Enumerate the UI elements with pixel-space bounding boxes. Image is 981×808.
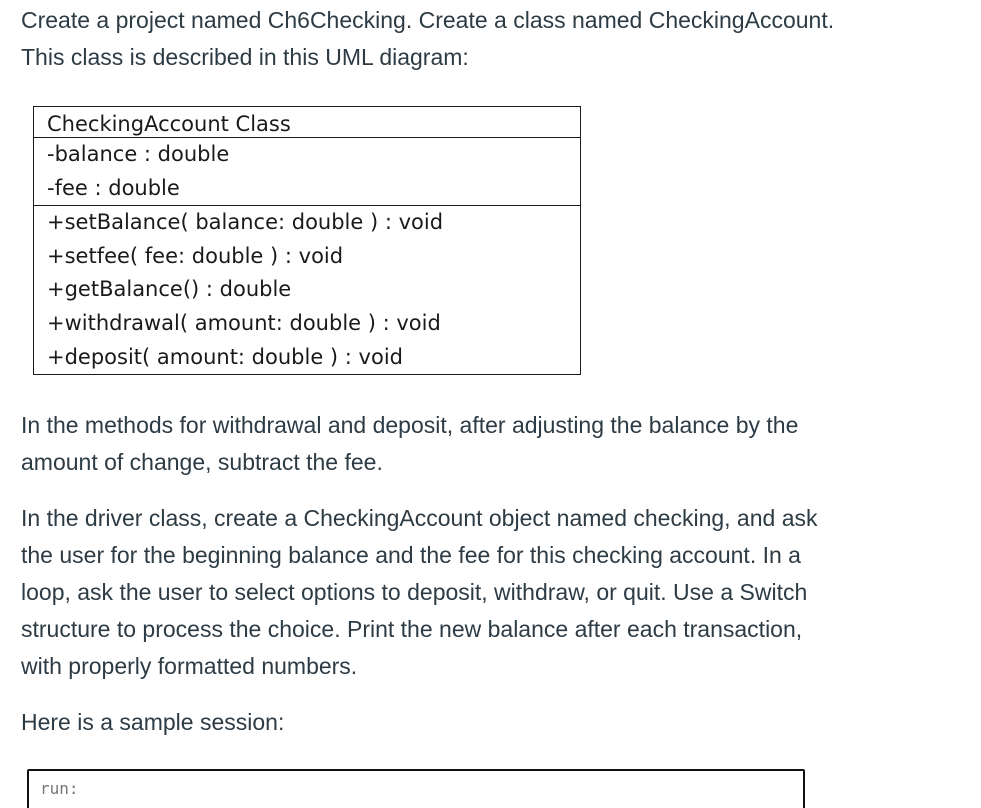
sample-console-output: [27, 769, 805, 808]
uml-methods: [34, 205, 580, 374]
withdraw-deposit-paragraph: [21, 407, 961, 481]
uml-attributes: [34, 137, 580, 205]
driver-line-4: structure to process the choice. Print the new balance after each transaction,: [21, 616, 803, 642]
uml-class-name: CheckingAccount Class: [47, 112, 291, 136]
withdraw-line-2: amount of change, subtract the fee.: [21, 449, 383, 475]
driver-line-2: the user for the beginning balance and the fee for this checking account. In a: [21, 542, 801, 568]
console-run-text: run:: [40, 779, 79, 798]
driver-line-5: with properly formatted numbers.: [21, 653, 358, 679]
uml-class-diagram: [33, 106, 581, 375]
driver-class-paragraph: [21, 500, 961, 685]
uml-method: +setBalance( balance: double ) : void: [47, 210, 444, 235]
driver-line-1: In the driver class, create a CheckingAccount object named checking, and ask: [21, 505, 818, 531]
uml-method: +deposit( amount: double ) : void: [47, 344, 403, 369]
uml-method: +withdrawal( amount: double ) : void: [47, 310, 441, 335]
intro-line-1: Create a project named Ch6Checking. Create a class named CheckingAccount.: [21, 7, 835, 33]
intro-paragraph: [21, 2, 961, 76]
intro-line-2: This class is described in this UML diagram:: [21, 44, 469, 70]
uml-method: +setfee( fee: double ) : void: [47, 243, 344, 268]
uml-method: +getBalance() : double: [47, 277, 292, 302]
uml-attribute: -fee : double: [47, 175, 180, 200]
sample-session-heading: Here is a sample session:: [21, 709, 285, 735]
driver-line-3: loop, ask the user to select options to deposit, withdraw, or quit. Use a Switch: [21, 579, 808, 605]
withdraw-line-1: In the methods for withdrawal and deposit, after adjusting the balance by the: [21, 412, 799, 438]
uml-attribute: -balance : double: [47, 142, 230, 166]
